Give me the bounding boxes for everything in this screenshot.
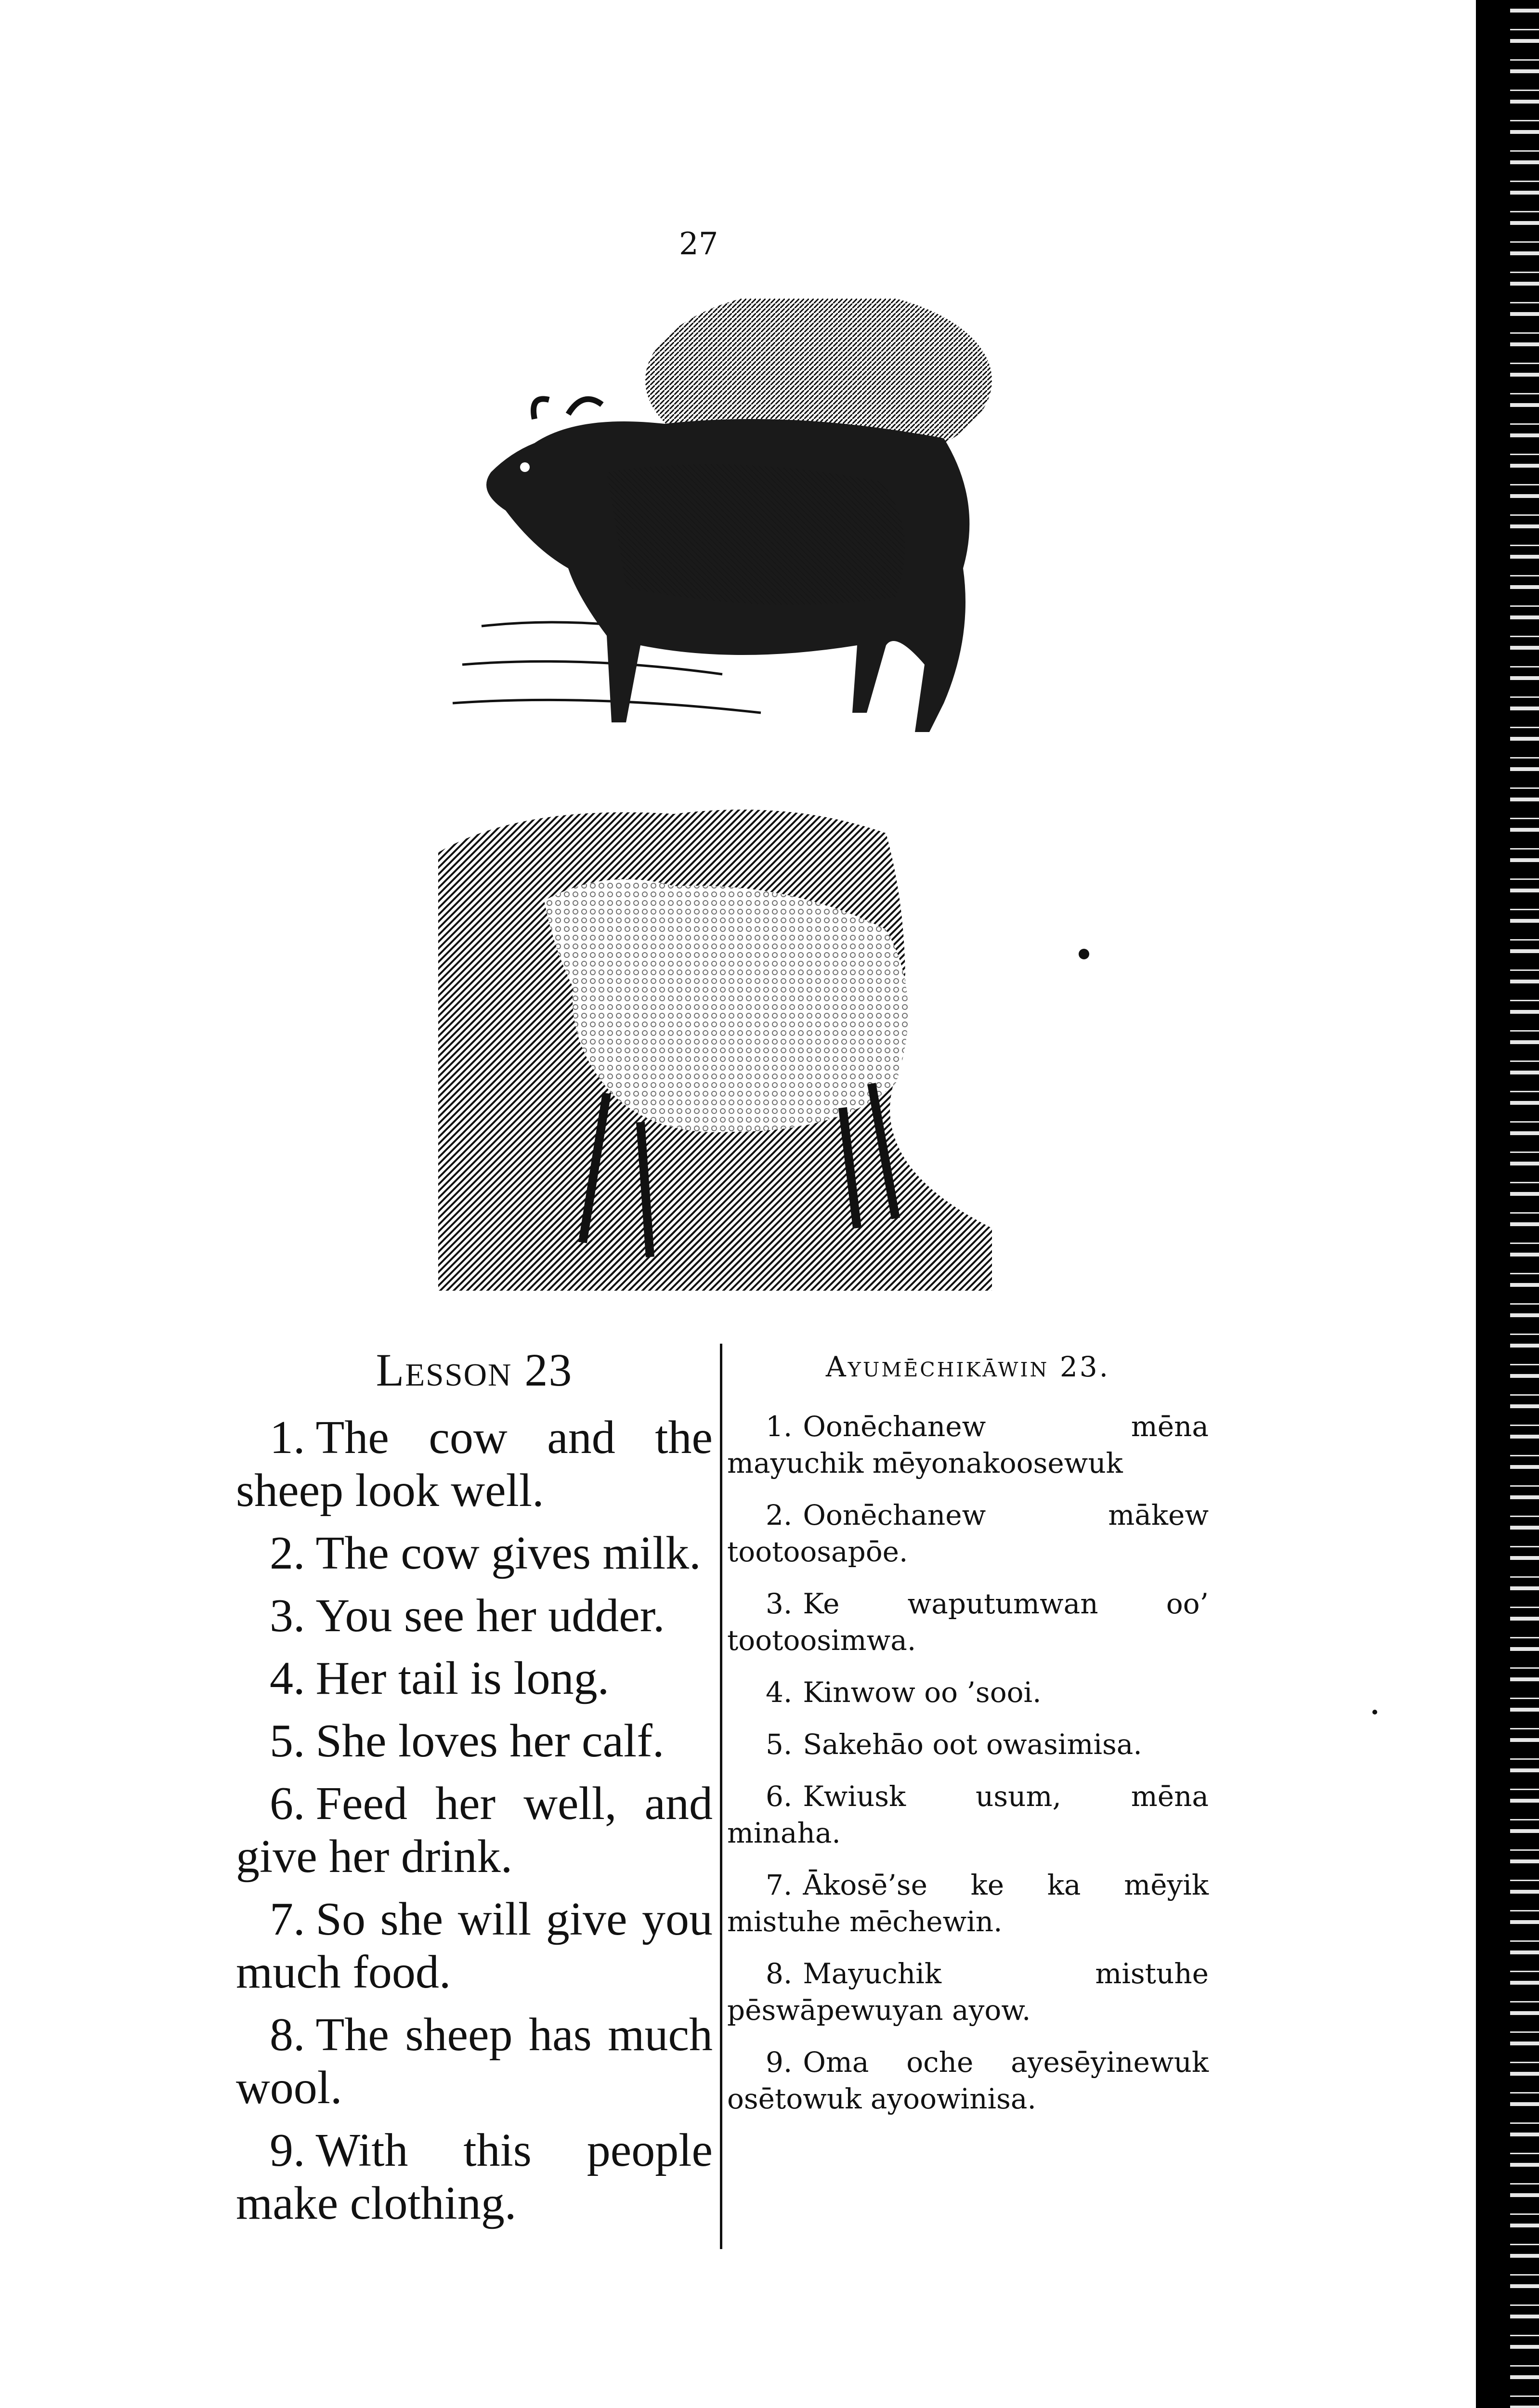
- english-item-1: [236, 1411, 713, 1517]
- item-text: With this people make clothing.: [236, 2124, 713, 2229]
- item-text: Ke waputumwan oo’ tootoosimwa.: [727, 1587, 1209, 1657]
- item-text: Mayuchik mistuhe pēswāpewuyan ayow.: [727, 1957, 1209, 2027]
- item-text: Oonēchanew mēna mayuchik mēyonakoosewuk: [727, 1410, 1209, 1479]
- item-number: 9.: [270, 2124, 305, 2176]
- cree-item-4: [727, 1674, 1209, 1711]
- cree-item-2: [727, 1497, 1209, 1570]
- item-number: 4.: [270, 1652, 305, 1704]
- item-text: Feed her well, and give her drink.: [236, 1778, 713, 1883]
- item-text: So she will give you much food.: [236, 1893, 713, 1998]
- english-item-3: [236, 1589, 713, 1642]
- item-text: The cow gives milk.: [315, 1527, 701, 1579]
- item-text: Oonēchanew mākew tootoosapōe.: [727, 1499, 1209, 1568]
- column-divider: [720, 1344, 722, 2249]
- english-item-6: [236, 1777, 713, 1883]
- item-number: 5.: [766, 1728, 793, 1761]
- ink-speck: [1372, 1710, 1377, 1714]
- english-item-2: [236, 1527, 713, 1580]
- sheep-illustration: [424, 795, 1011, 1291]
- item-text: Ākosē’se ke ka mēyik mistuhe mēchewin.: [727, 1869, 1209, 1938]
- item-number: 4.: [766, 1676, 793, 1709]
- english-item-9: [236, 2124, 713, 2230]
- english-item-7: [236, 1893, 713, 1999]
- scan-edge: [1510, 0, 1539, 2408]
- item-number: 1.: [270, 1412, 305, 1464]
- item-text: The cow and the sheep look well.: [236, 1412, 713, 1517]
- cree-item-6: [727, 1778, 1209, 1851]
- item-text: The sheep has much wool.: [236, 2009, 713, 2114]
- cow-illustration: [424, 299, 1026, 785]
- item-text: Her tail is long.: [315, 1652, 610, 1704]
- ink-speck: [1079, 949, 1089, 959]
- item-number: 2.: [270, 1527, 305, 1579]
- cree-item-5: [727, 1726, 1209, 1763]
- cree-item-3: [727, 1585, 1209, 1659]
- cree-item-9: [727, 2044, 1209, 2117]
- item-number: 6.: [270, 1778, 305, 1830]
- item-number: 9.: [766, 2046, 793, 2079]
- item-text: Oma oche ayesēyinewuk osētowuk ayoowinisa.: [727, 2046, 1209, 2115]
- item-number: 8.: [270, 2009, 305, 2061]
- cree-lesson-title: Ayumēchikāwin 23.: [825, 1350, 1110, 1383]
- english-item-5: [236, 1714, 713, 1767]
- page-number: 27: [679, 226, 718, 262]
- item-text: Kinwow oo ’sooi.: [803, 1676, 1042, 1709]
- item-number: 7.: [270, 1893, 305, 1945]
- english-lesson: [236, 1344, 713, 2239]
- cree-item-7: [727, 1867, 1209, 1940]
- cree-lesson: [727, 1348, 1209, 2133]
- item-number: 6.: [766, 1780, 793, 1813]
- item-text: Sakehāo oot owasimisa.: [803, 1728, 1142, 1761]
- item-number: 1.: [766, 1410, 793, 1443]
- item-number: 8.: [766, 1957, 793, 1990]
- item-text: You see her udder.: [315, 1590, 665, 1642]
- english-item-4: [236, 1652, 713, 1705]
- english-item-8: [236, 2008, 713, 2114]
- item-number: 7.: [766, 1869, 793, 1901]
- cree-item-1: [727, 1408, 1209, 1481]
- item-number: 2.: [766, 1499, 793, 1531]
- item-number: 3.: [270, 1590, 305, 1642]
- english-lesson-title: Lesson 23: [376, 1344, 573, 1396]
- item-number: 3.: [766, 1587, 793, 1620]
- cree-item-8: [727, 1955, 1209, 2028]
- item-text: She loves her calf.: [315, 1715, 665, 1767]
- item-text: Kwiusk usum, mēna minaha.: [727, 1780, 1209, 1849]
- item-number: 5.: [270, 1715, 305, 1767]
